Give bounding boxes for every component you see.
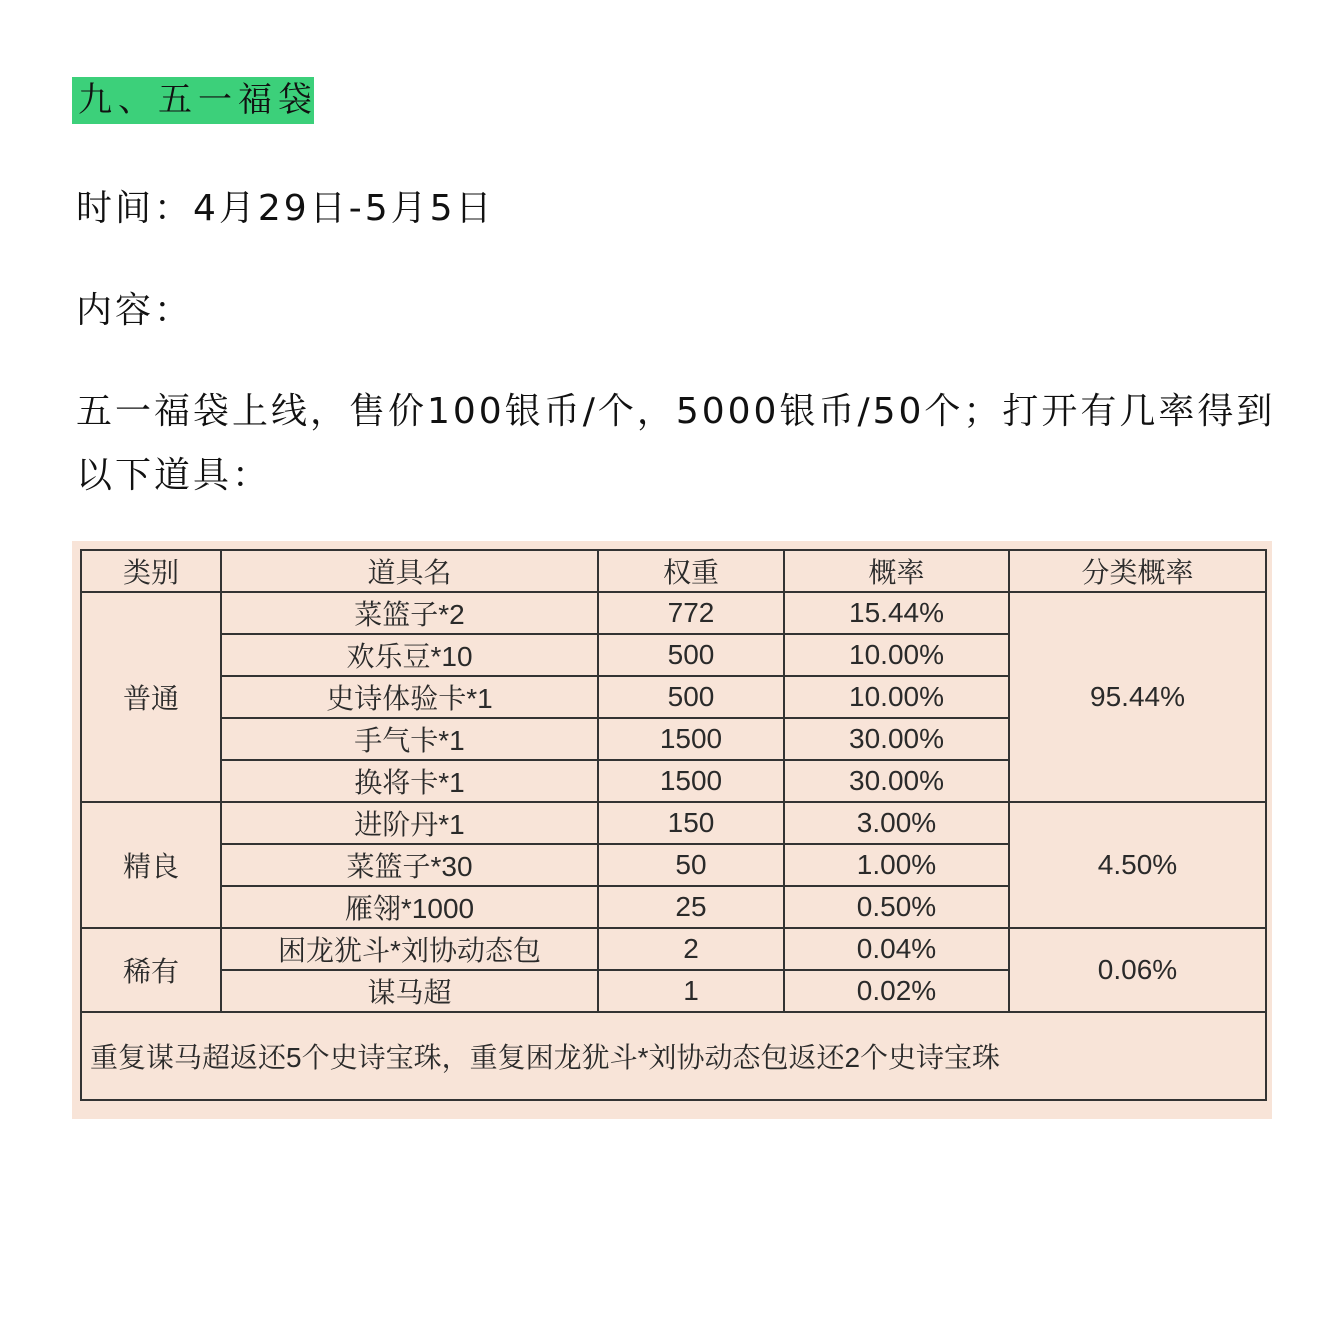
rate-cell: 30.00% — [784, 760, 1009, 802]
category-cell: 稀有 — [81, 928, 221, 1012]
weight-cell: 1500 — [598, 760, 784, 802]
item-name-cell: 菜篮子*30 — [221, 844, 598, 886]
category-cell: 精良 — [81, 802, 221, 928]
category-rate-cell: 95.44% — [1009, 592, 1266, 802]
item-name-cell: 进阶丹*1 — [221, 802, 598, 844]
weight-cell: 150 — [598, 802, 784, 844]
rate-cell: 0.02% — [784, 970, 1009, 1012]
header-category: 类别 — [81, 550, 221, 592]
content-label: 内容： — [76, 290, 194, 331]
item-name-cell: 菜篮子*2 — [221, 592, 598, 634]
rate-cell: 15.44% — [784, 592, 1009, 634]
weight-cell: 25 — [598, 886, 784, 928]
rate-cell: 1.00% — [784, 844, 1009, 886]
probability-table-image — [72, 541, 1272, 1119]
rate-cell: 10.00% — [784, 634, 1009, 676]
category-rate-cell: 4.50% — [1009, 802, 1266, 928]
description-paragraph: 五一福袋上线，售价100银币/个，5000银币/50个；打开有几率得到以下道具： — [76, 391, 1276, 496]
table-row — [81, 592, 1266, 634]
table-header-row — [81, 550, 1266, 592]
section-heading: 九、五一福袋 — [72, 77, 314, 124]
item-name-cell: 谋马超 — [221, 970, 598, 1012]
rate-cell: 10.00% — [784, 676, 1009, 718]
weight-cell: 2 — [598, 928, 784, 970]
weight-cell: 500 — [598, 676, 784, 718]
item-name-cell: 手气卡*1 — [221, 718, 598, 760]
item-name-cell: 欢乐豆*10 — [221, 634, 598, 676]
item-name-cell: 困龙犹斗*刘协动态包 — [221, 928, 598, 970]
header-item-name: 道具名 — [221, 550, 598, 592]
rate-cell: 0.04% — [784, 928, 1009, 970]
rate-cell: 0.50% — [784, 886, 1009, 928]
rate-cell: 3.00% — [784, 802, 1009, 844]
weight-cell: 1500 — [598, 718, 784, 760]
table-row — [81, 802, 1266, 844]
note-row — [81, 1012, 1266, 1100]
header-weight: 权重 — [598, 550, 784, 592]
header-rate: 概率 — [784, 550, 1009, 592]
item-name-cell: 雁翎*1000 — [221, 886, 598, 928]
time-line: 时间：4月29日-5月5日 — [76, 188, 495, 229]
weight-cell: 772 — [598, 592, 784, 634]
header-category-rate: 分类概率 — [1009, 550, 1266, 592]
weight-cell: 1 — [598, 970, 784, 1012]
weight-cell: 50 — [598, 844, 784, 886]
category-cell: 普通 — [81, 592, 221, 802]
item-name-cell: 换将卡*1 — [221, 760, 598, 802]
item-name-cell: 史诗体验卡*1 — [221, 676, 598, 718]
probability-table — [80, 549, 1267, 1101]
weight-cell: 500 — [598, 634, 784, 676]
table-row — [81, 928, 1266, 970]
category-rate-cell: 0.06% — [1009, 928, 1266, 1012]
note-cell: 重复谋马超返还5个史诗宝珠，重复困龙犹斗*刘协动态包返还2个史诗宝珠 — [81, 1012, 1266, 1100]
rate-cell: 30.00% — [784, 718, 1009, 760]
